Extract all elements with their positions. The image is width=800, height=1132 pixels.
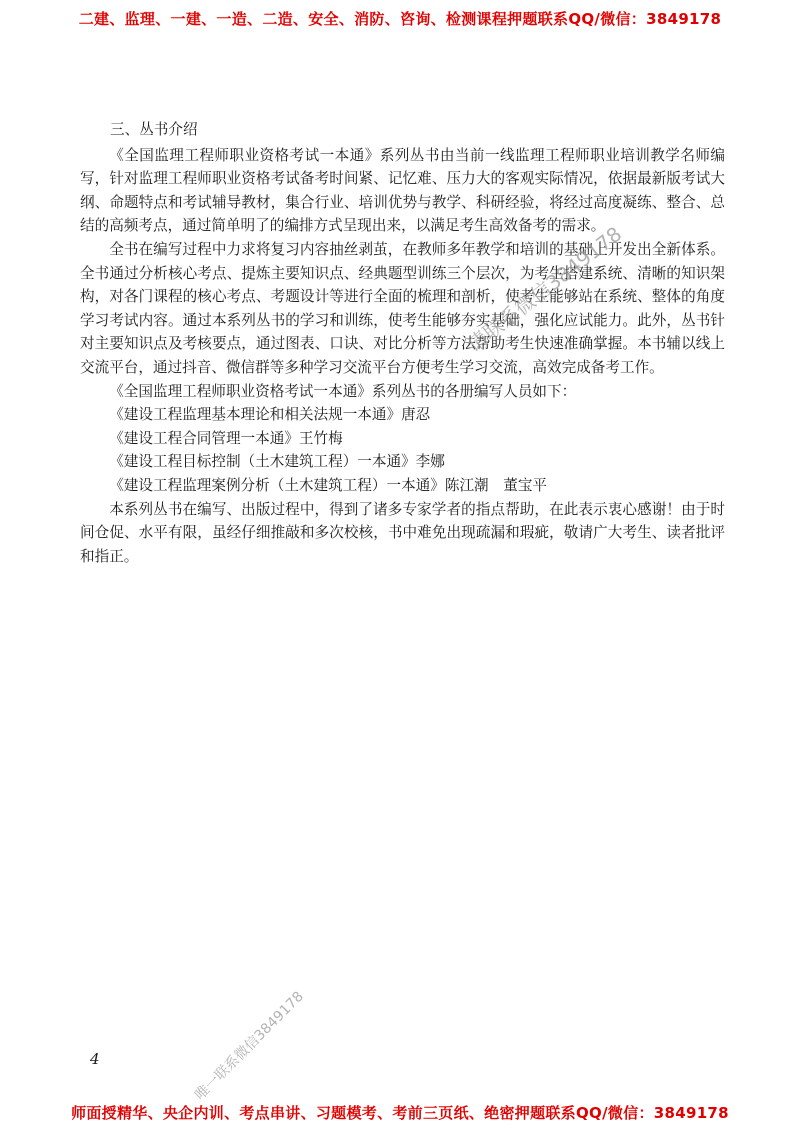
page-number: 4 — [90, 1050, 100, 1068]
book-list-item: 《建设工程监理基本理论和相关法规一本通》唐忍 — [109, 406, 431, 424]
watermark-middle: 请联系微信3849178 — [462, 221, 627, 358]
book-list — [80, 403, 725, 497]
promo-banner-top: 二建、监理、一建、一造、二造、安全、消防、咨询、检测课程押题联系QQ/微信：3849178 — [78, 10, 722, 28]
book-list-item: 《建设工程监理案例分析（土木建筑工程）一本通》陈江潮 董宝平 — [109, 476, 548, 494]
paragraph-authors-intro: 《全国监理工程师职业资格考试一本通》系列丛书的各册编写人员如下： — [109, 382, 577, 400]
section-heading: 三、丛书介绍 — [110, 121, 198, 138]
document-body — [80, 118, 725, 568]
paragraph-closing: 本系列丛书在编写、出版过程中，得到了诸多专家学者的指点帮助，在此表示衷心感谢！由于时间仓促、水平有限，虽经仔细推敲和多次校核，书中难免出现疏漏和瑕疵，敬请广大考生、读者批评和指正。 — [80, 500, 725, 565]
paragraph-structure: 全书在编写过程中力求将复习内容抽丝剥茧，在教师多年教学和培训的基础上开发出全新体系。全书通过分析核心考点、提炼主要知识点、经典题型训练三个层次，为考生搭建系统、清晰的知识架构，对各门课程的核心考点、考题设计等进行全面的梳理和剖析，使考生能够站在系统、整体的角度学习考试内容。通过本系列丛书的学习和训练，使考生能够夯实基础，强化应试能力。此外，丛书针对主要知识点及考核要点，通过图表、口诀、对比分析等方法帮助考生快速准确掌握。本书辅以线上交流平台，通过抖音、微信群等多种学习交流平台方便考生学习交流，高效完成备考工作。 — [80, 240, 725, 376]
watermark-bottom: 唯一联系微信3849178 — [192, 988, 307, 1104]
paragraph-intro: 《全国监理工程师职业资格考试一本通》系列丛书由当前一线监理工程师职业培训教学名师编写，针对监理工程师职业资格考试备考时间紧、记忆难、压力大的客观实际情况，依据最新版考试大纲、命题特点和考试辅导教材，集合行业、培训优势与教学、科研经验，将经过高度凝练、整合、总结的高频考点，通过简单明了的编排方式呈现出来，以满足考生高效备考的需求。 — [80, 146, 725, 235]
book-list-item: 《建设工程合同管理一本通》王竹梅 — [109, 429, 343, 447]
book-list-item: 《建设工程目标控制（土木建筑工程）一本通》李娜 — [109, 453, 445, 471]
promo-banner-bottom: 师面授精华、央企内训、考点串讲、习题模考、考前三页纸、绝密押题联系QQ/微信：3849178 — [71, 1104, 729, 1122]
